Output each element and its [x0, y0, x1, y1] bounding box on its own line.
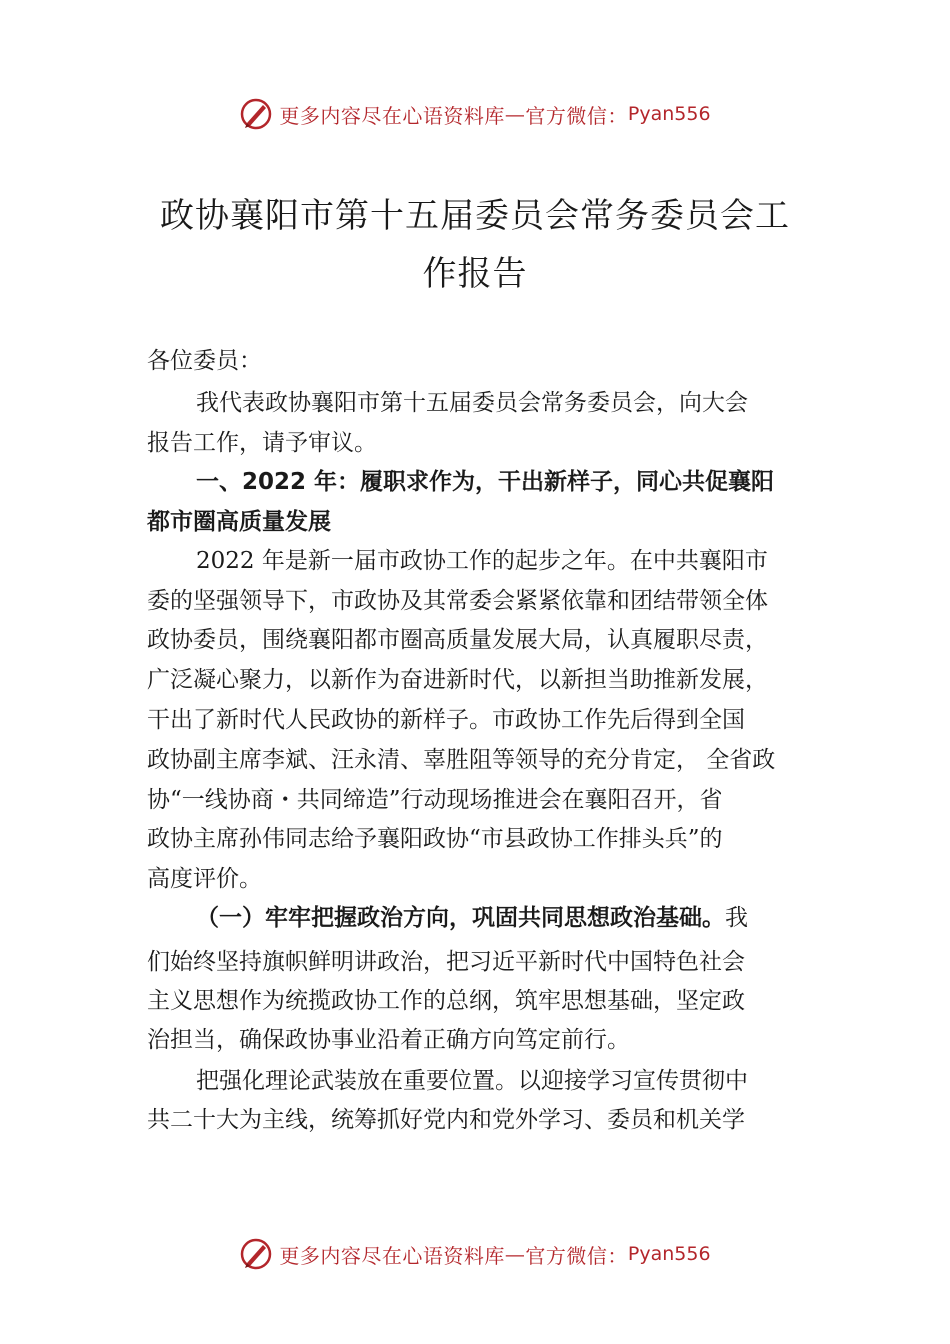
para2-line: 政协主席孙伟同志给予襄阳政协“市县政协工作排头兵”的	[147, 826, 723, 852]
para2-line: 广泛凝心聚力，以新作为奋进新时代，以新担当助推新发展，	[147, 667, 768, 693]
para2-line: 委的坚强领导下，市政协及其常委会紧紧依靠和团结带领全体	[147, 588, 768, 614]
header-banner	[0, 94, 950, 134]
para3-line: 治担当，确保政协事业沿着正确方向笃定前行。	[147, 1027, 630, 1053]
banner-wechat-label: 官方微信：	[525, 1243, 628, 1268]
para2-line: 协“一线协商・共同缔造”行动现场推进会在襄阳召开，省	[147, 787, 723, 813]
pen-logo-icon	[239, 1237, 273, 1271]
banner-dash: —	[504, 1242, 526, 1266]
para1-line: 我代表政协襄阳市第十五届委员会常务委员会，向大会	[196, 390, 748, 416]
pen-logo-icon	[239, 97, 273, 131]
para2-line: 政协委员，围绕襄阳都市圈高质量发展大局，认真履职尽责，	[147, 627, 768, 653]
para2-line: 干出了新时代人民政协的新样子。市政协工作先后得到全国	[147, 707, 745, 733]
para4-line: 把强化理论武装放在重要位置。以迎接学习宣传贯彻中	[196, 1068, 748, 1094]
banner-brand: 更多内容尽在心语资料库	[279, 103, 505, 128]
para3-lead-tail: 我	[725, 905, 748, 931]
para2-line: 高度评价。	[147, 866, 262, 892]
doc-title-line1: 政协襄阳市第十五届委员会常务委员会工	[160, 196, 790, 236]
banner-wechat-id: Pyan556	[627, 103, 711, 125]
footer-banner	[0, 1234, 950, 1274]
banner-dash: —	[504, 102, 526, 126]
para2-line: 政协副主席李斌、汪永清、辜胜阻等领导的充分肯定， 全省政	[147, 747, 776, 773]
subsection-heading: （一）牢牢把握政治方向，巩固共同思想政治基础。	[196, 905, 725, 931]
para3-first-line	[196, 903, 807, 933]
banner-wechat-id: Pyan556	[627, 1243, 711, 1265]
banner-wechat-label: 官方微信：	[525, 103, 628, 128]
doc-title-line2: 作报告	[422, 254, 528, 294]
para2-line: 2022 年是新一届市政协工作的起步之年。在中共襄阳市	[196, 548, 768, 574]
section-heading-line: 一、2022 年：履职求作为，干出新样子，同心共促襄阳	[196, 469, 775, 495]
section-heading-line: 都市圈高质量发展	[147, 509, 331, 535]
banner-brand: 更多内容尽在心语资料库	[279, 1243, 505, 1268]
salutation: 各位委员：	[147, 348, 262, 374]
para3-line: 主义思想作为统揽政协工作的总纲，筑牢思想基础，坚定政	[147, 988, 745, 1014]
para4-line: 共二十大为主线，统筹抓好党内和党外学习、委员和机关学	[147, 1107, 745, 1133]
para3-line: 们始终坚持旗帜鲜明讲政治，把习近平新时代中国特色社会	[147, 949, 745, 975]
para1-line: 报告工作，请予审议。	[147, 430, 377, 456]
